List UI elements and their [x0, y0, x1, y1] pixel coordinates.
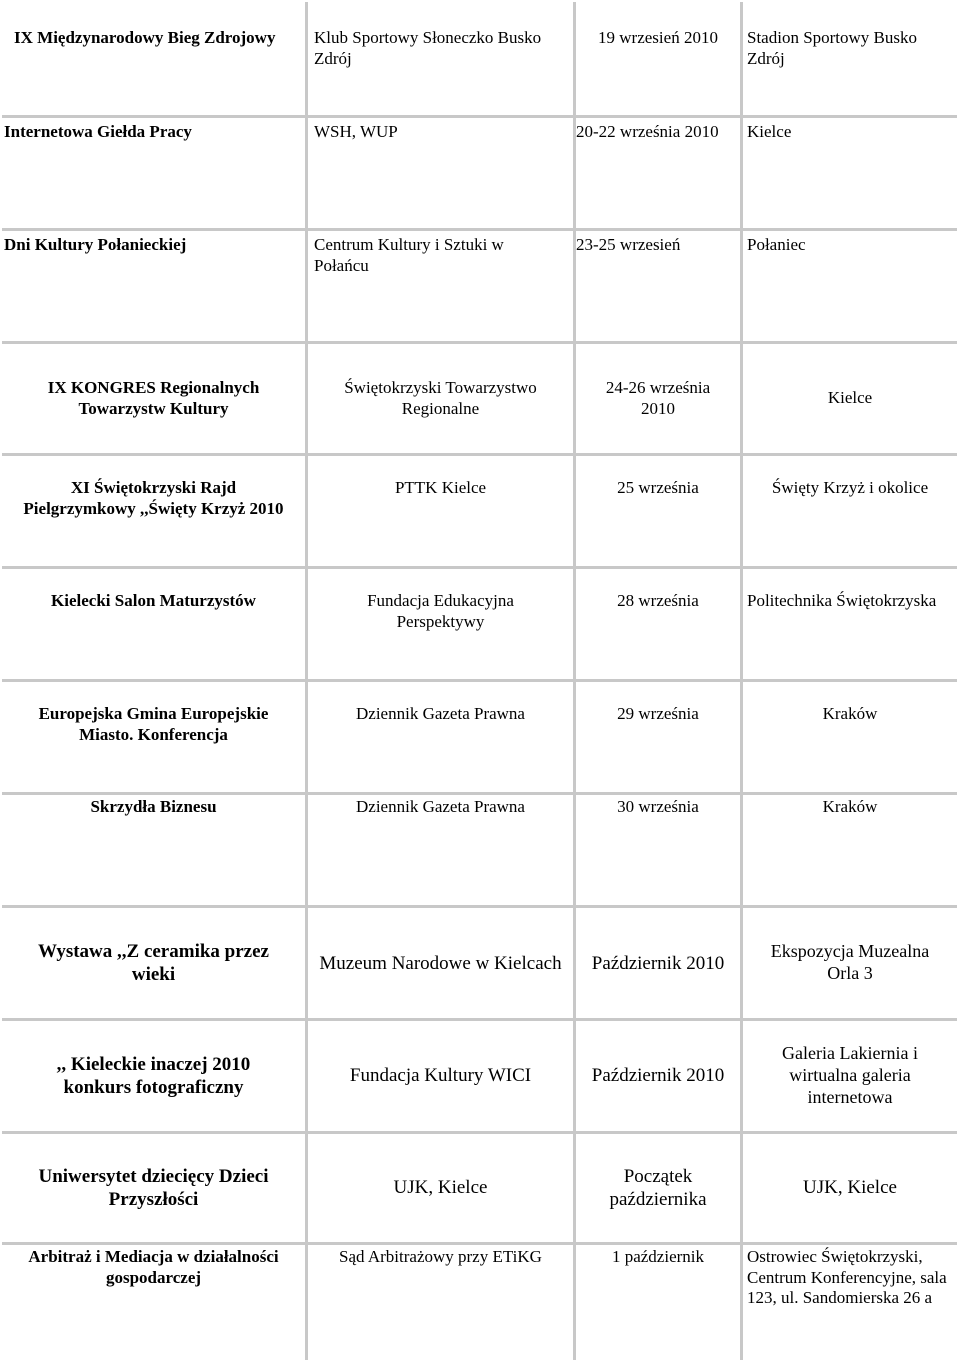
event-name: Skrzydła Biznesu [90, 797, 217, 816]
event-place: Stadion Sportowy Busko Zdrój [747, 28, 918, 68]
organizer-cell [308, 682, 573, 792]
organizer: Fundacja Edukacyjna Perspektywy [367, 591, 514, 631]
event-place: Ekspozycja Muzealna Orla 3 [770, 941, 930, 983]
table-row [2, 1021, 305, 1131]
event-name: ,, Kieleckie inaczej 2010 konkurs fotograficzny [56, 1053, 251, 1098]
event-name: IX KONGRES Regionalnych Towarzystw Kultury [47, 377, 260, 418]
table-row [2, 118, 305, 228]
organizer: Dziennik Gazeta Prawna [356, 797, 525, 816]
event-place: Politechnika Świętokrzyska [747, 591, 937, 610]
table-row [2, 1245, 305, 1360]
organizer: Fundacja Kultury WICI [349, 1065, 532, 1087]
event-name: Internetowa Giełda Pracy [4, 122, 192, 141]
event-place: Galeria Lakiernia i wirtualna galeria internetowa [782, 1043, 918, 1107]
date-cell [576, 344, 740, 453]
event-date: Początek października [609, 1165, 707, 1210]
place-cell [743, 1134, 957, 1242]
event-place: Kielce [827, 388, 873, 408]
event-name: Dni Kultury Połanieckiej [4, 235, 187, 254]
event-name: Arbitraż i Mediacja w działalności gospodarczej [28, 1247, 279, 1287]
event-date: 1 październik [611, 1247, 705, 1266]
organizer: Świętokrzyski Towarzystwo Regionalne [344, 377, 537, 418]
event-name: Europejska Gmina Europejskie Miasto. Konferencja [38, 704, 269, 744]
table-row [2, 456, 305, 566]
place-cell [743, 682, 957, 792]
table-row [2, 2, 305, 115]
event-date: 19 wrzesień 2010 [598, 28, 718, 47]
place-cell [743, 344, 957, 453]
table-row [2, 231, 305, 341]
event-name: Kielecki Salon Maturzystów [51, 591, 256, 610]
table-row [2, 569, 305, 679]
organizer-cell [308, 2, 573, 115]
event-date: 29 września [617, 704, 699, 723]
event-place: UJK, Kielce [803, 1177, 897, 1199]
table-row [2, 795, 305, 905]
place-cell [743, 1245, 957, 1360]
table-row [2, 344, 305, 453]
table-row [2, 908, 305, 1018]
event-date: 28 września [617, 591, 699, 610]
organizer: Muzeum Narodowe w Kielcach [319, 953, 562, 975]
organizer: Sąd Arbitrażowy przy ETiKG [339, 1247, 542, 1266]
organizer-cell [308, 908, 573, 1018]
event-date: 25 września [617, 478, 699, 497]
organizer-cell [308, 231, 573, 341]
date-cell [576, 682, 740, 792]
organizer-cell [308, 569, 573, 679]
event-date: 24-26 września 2010 [605, 377, 711, 418]
organizer: UJK, Kielce [393, 1177, 488, 1199]
place-cell [743, 795, 957, 905]
event-date: 30 września [617, 797, 699, 816]
organizer-cell [308, 344, 573, 453]
event-place: Święty Krzyż i okolice [771, 478, 929, 497]
events-table [2, 2, 957, 1360]
date-cell [576, 795, 740, 905]
event-name: IX Międzynarodowy Bieg Zdrojowy [14, 28, 276, 47]
organizer: Centrum Kultury i Sztuki w Połańcu [314, 235, 504, 275]
event-name: XI Świętokrzyski Rajd Pielgrzymkowy ,,Święty Krzyż 2010 [23, 478, 284, 518]
organizer-cell [308, 118, 573, 228]
event-name: Uniwersytet dziecięcy Dzieci Przyszłości [38, 1165, 269, 1210]
place-cell [743, 456, 957, 566]
organizer: Klub Sportowy Słoneczko Busko Zdrój [314, 28, 542, 68]
organizer: PTTK Kielce [394, 478, 487, 497]
date-cell [576, 2, 740, 115]
event-date: 23-25 wrzesień [576, 235, 681, 254]
date-cell [576, 118, 740, 228]
event-date: Październik 2010 [591, 953, 725, 975]
place-cell [743, 908, 957, 1018]
date-cell [576, 569, 740, 679]
event-place: Kielce [747, 122, 792, 141]
place-cell [743, 231, 957, 341]
organizer-cell [308, 1021, 573, 1131]
organizer-cell [308, 795, 573, 905]
organizer-cell [308, 456, 573, 566]
place-cell [743, 1021, 957, 1131]
event-place: Kraków [822, 704, 878, 723]
date-cell [576, 1134, 740, 1242]
table-row [2, 682, 305, 792]
organizer: WSH, WUP [314, 122, 398, 141]
event-date: 20-22 września 2010 [576, 122, 719, 141]
place-cell [743, 569, 957, 679]
date-cell [576, 908, 740, 1018]
date-cell [576, 231, 740, 341]
place-cell [743, 118, 957, 228]
date-cell [576, 1245, 740, 1360]
table-row [2, 1134, 305, 1242]
event-name: Wystawa ,,Z ceramika przez wieki [38, 940, 269, 985]
organizer: Dziennik Gazeta Prawna [356, 704, 525, 723]
event-place: Ostrowiec Świętokrzyski, Centrum Konferencyjne, sala 123, ul. Sandomierska 26 a [747, 1247, 947, 1308]
organizer-cell [308, 1245, 573, 1360]
event-place: Połaniec [747, 235, 806, 254]
place-cell [743, 2, 957, 115]
date-cell [576, 1021, 740, 1131]
event-date: Październik 2010 [591, 1065, 725, 1087]
date-cell [576, 456, 740, 566]
organizer-cell [308, 1134, 573, 1242]
event-place: Kraków [822, 797, 878, 816]
